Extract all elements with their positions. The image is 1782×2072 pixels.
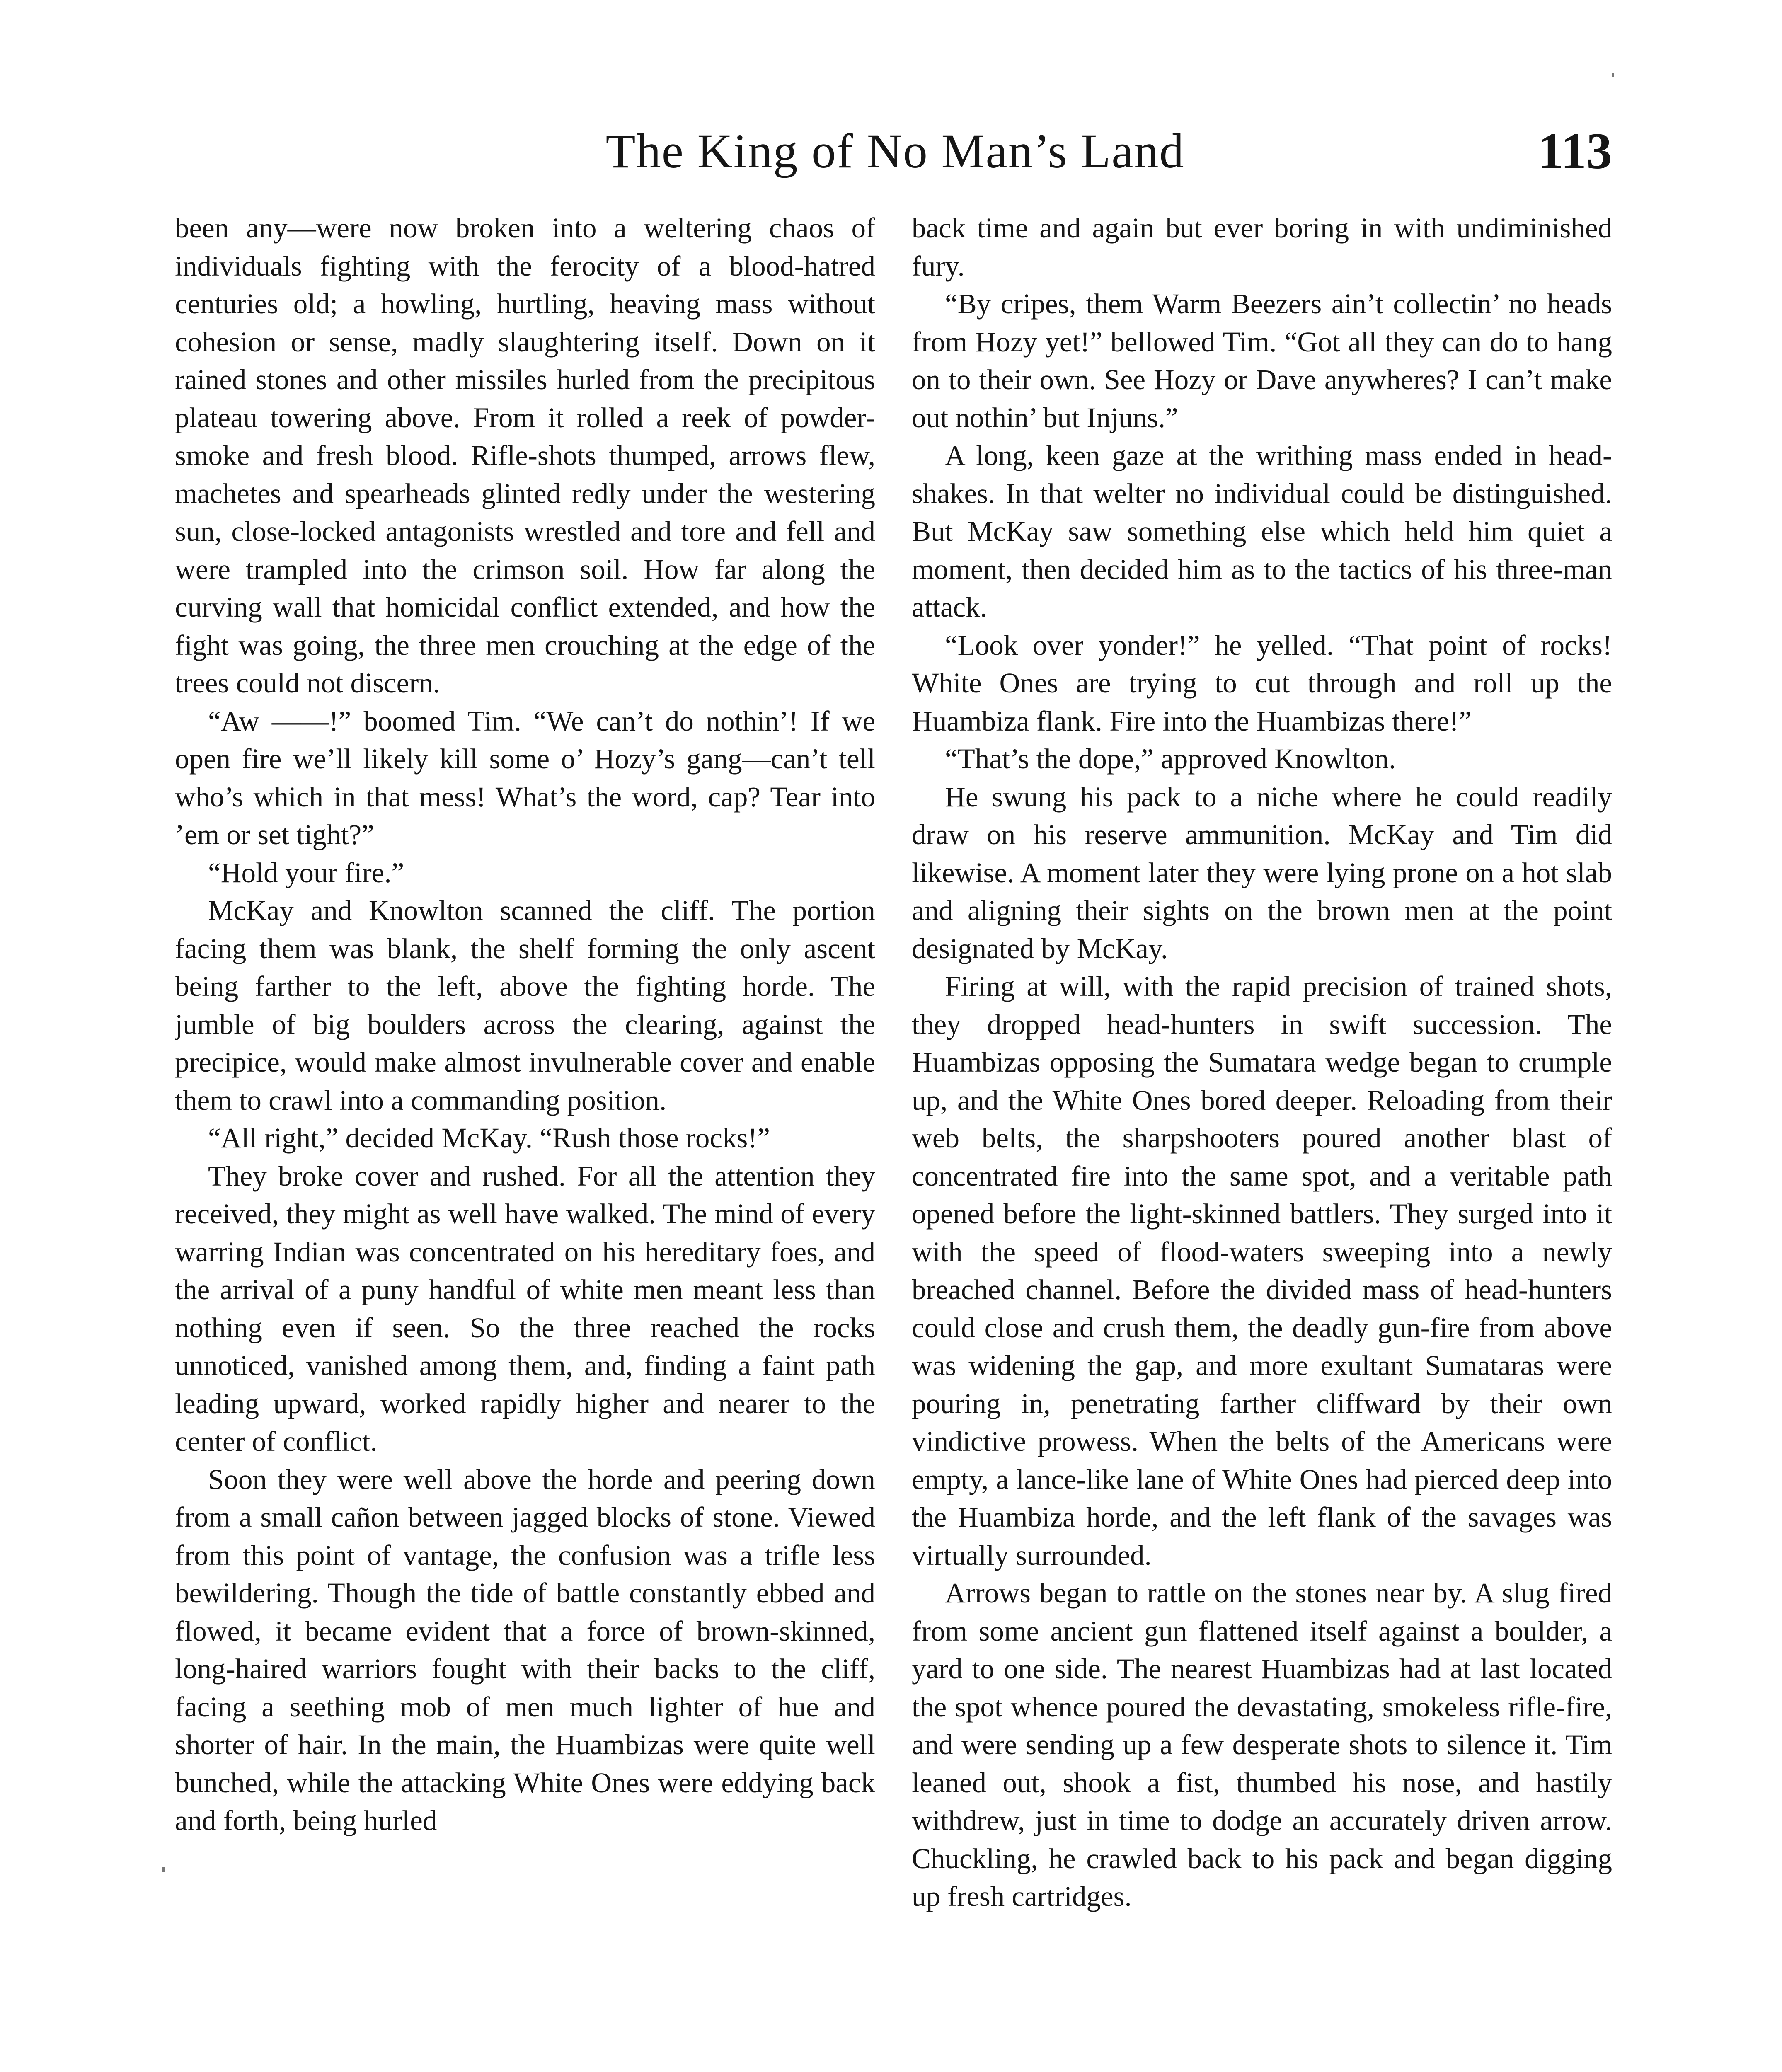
paragraph: Soon they were well above the horde and peering down from a small cañon between jagged blocks of stone. Viewed from this point of vantage, the confusion was a trifle less bewildering. Though the tide of battle constantly ebbed and flowed, it became evident that a force of brown-skinned, long-haired warriors fought with their backs to the cliff, facing a seething mob of men much lighter of hue and shorter of hair. In the main, the Huambizas were quite well bunched, while the attacking White Ones were eddying back and forth, being hurled [175,1463,875,1836]
text-column-right [912,209,1612,2072]
paragraph: “Hold your fire.” [208,857,404,888]
text-column-left [175,209,875,2072]
paragraph: been any—were now broken into a weltering chaos of individuals fighting with the ferocity of a blood-hatred centuries old; a howling, hurtling, heaving mass without cohesion or sense, madly slaughtering itself. Down on it rained stones and other missiles hurled from the precipitous plateau towering above. From it rolled a reek of powder-smoke and fresh blood. Rifle-shots thumped, arrows flew, machetes and spearheads glinted redly under the westering sun, close-locked antagonists wrestled and tore and fell and were trampled into the crimson soil. How far along the curving wall that homicidal conflict extended, and how the fight was going, the three men crouching at the edge of the trees could not discern. [175,212,875,699]
print-speck [162,1867,165,1872]
paragraph: back time and again but ever boring in with undiminished fury. [912,212,1612,282]
paragraph: “Look over yonder!” he yelled. “That point of rocks! White Ones are trying to cut through and roll up the Huambiza flank. Fire into the Huambizas there!” [912,629,1612,737]
paragraph: McKay and Knowlton scanned the cliff. The portion facing them was blank, the shelf forming the only ascent being farther to the left, above the fighting horde. The jumble of big boulders across the clearing, against the precipice, would make almost invulnerable cover and enable them to crawl into a commanding position. [175,895,875,1116]
paragraph: They broke cover and rushed. For all the attention they received, they might as well have walked. The mind of every warring Indian was concentrated on his hereditary foes, and the arrival of a puny handful of white men meant less than nothing even if seen. So the three reached the rocks unnoticed, vanished among them, and, finding a faint path leading upward, worked rapidly higher and nearer to the center of conflict. [175,1160,875,1457]
page-number: 113 [1537,123,1612,179]
paragraph: A long, keen gaze at the writhing mass ended in head-shakes. In that welter no individual could be distinguished. But McKay saw something else which held him quiet a moment, then decided him as to the tactics of his three-man attack. [912,440,1612,623]
print-speck [1612,73,1614,77]
running-head: The King of No Man’s Land [605,124,1185,178]
paragraph: Arrows began to rattle on the stones near by. A slug fired from some ancient gun flattened itself against a boulder, a yard to one side. The nearest Huambizas had at last located the spot whence poured the devastating, smokeless rifle-fire, and were sending up a few desperate shots to silence it. Tim leaned out, shook a fist, thumbed his nose, and hastily withdrew, just in time to dodge an accurately driven arrow. Chuckling, he crawled back to his pack and began digging up fresh cartridges. [912,1577,1612,1912]
paragraph: Firing at will, with the rapid precision of trained shots, they dropped head-hunters in swift succession. The Huambizas opposing the Sumatara wedge began to crumple up, and the White Ones bored deeper. Reloading from their web belts, the sharpshooters poured another blast of concentrated fire into the same spot, and a veritable path opened before the light-skinned battlers. They surged into it with the speed of flood-waters sweeping into a newly breached channel. Before the divided mass of head-hunters could close and crush them, the deadly gun-fire from above was widening the gap, and more exultant Sumataras were pouring in, penetrating farther cliffward by their own vindictive prowess. When the belts of the Americans were empty, a lance-like lane of White Ones had pierced deep into the Huambiza horde, and the left flank of the savages was virtually surrounded. [912,971,1612,1571]
paragraph: He swung his pack to a niche where he could readily draw on his reserve ammunition. McKay and Tim did likewise. A moment later they were lying prone on a hot slab and aligning their sights on the brown men at the point designated by McKay. [912,781,1612,964]
paragraph: “That’s the dope,” approved Knowlton. [945,743,1396,775]
paragraph: “All right,” decided McKay. “Rush those rocks!” [208,1122,770,1154]
paragraph: “By cripes, them Warm Beezers ain’t collectin’ no heads from Hozy yet!” bellowed Tim. “Got all they can do to hang on to their own. See Hozy or Dave anywheres? I can’t make out nothin’ but Injuns.” [912,288,1612,433]
paragraph: “Aw ——!” boomed Tim. “We can’t do nothin’! If we open fire we’ll likely kill some o’ Hozy’s gang—can’t tell who’s which in that mess! What’s the word, cap? Tear into ’em or set tight?” [175,705,875,850]
